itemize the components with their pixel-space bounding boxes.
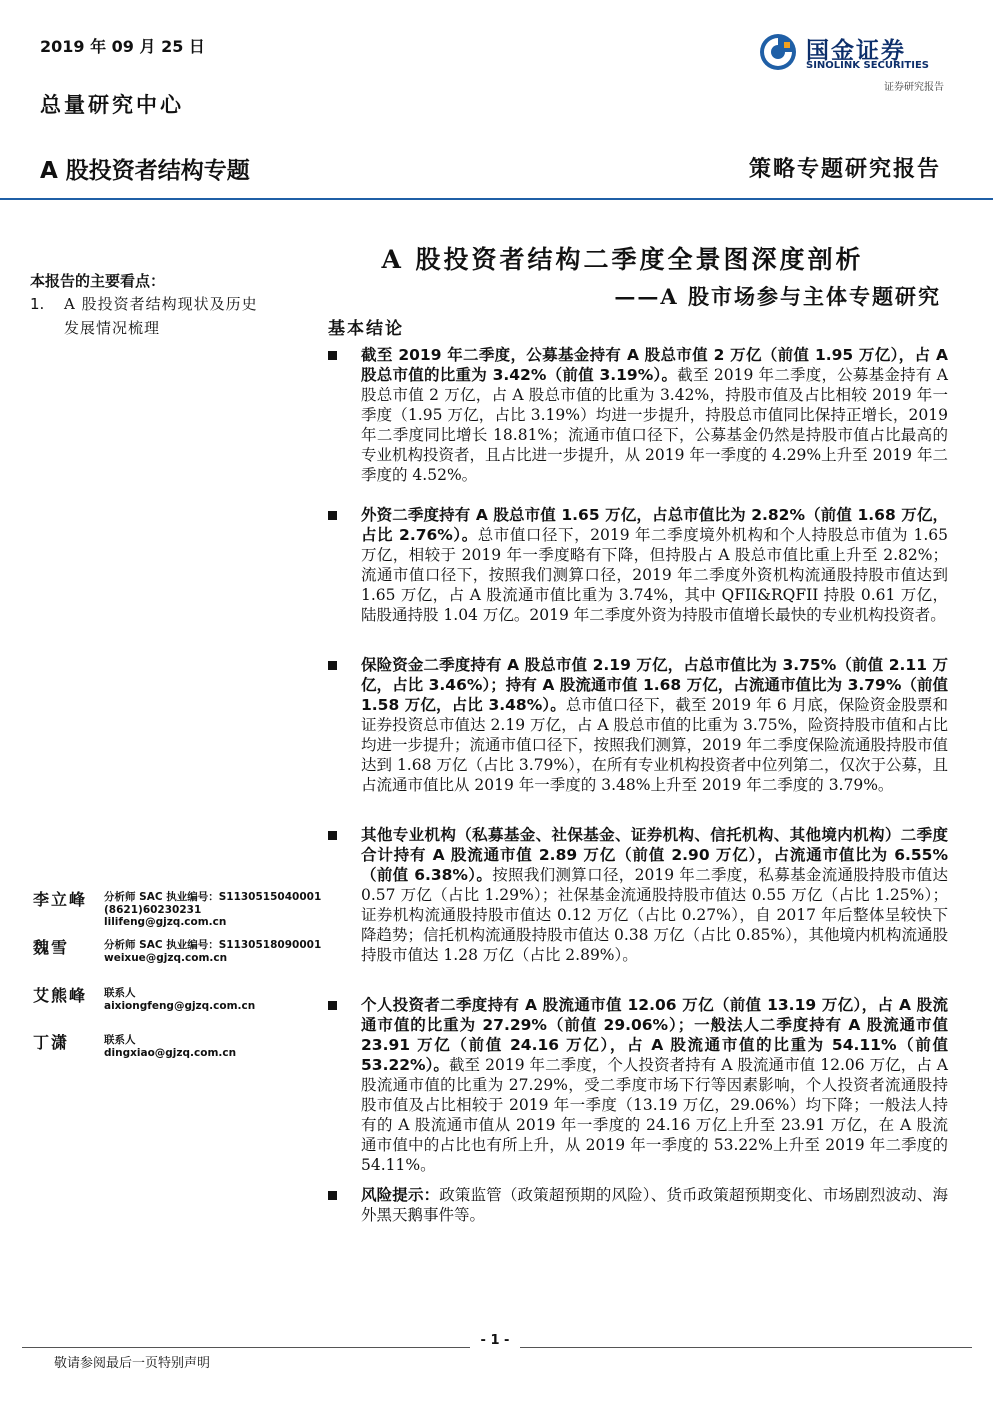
conclusion-body: 总市值口径下，2019 年二季度境外机构和个人持股总市值为 1.65 万亿，相较于 2019 年一季度略有下降，但持股占 A 股总市值比重上升至 2.82%；流通市值口径下，按照我们测算口径，2019 年二季度外资机构流通股持股市值达到 1.65 万亿，占 A 股流通市值比重为 3.74%，其中 QFII&RQFII 持股 0.61 万亿，陆股通持股 1.04 万亿。2019 年二季度外资为持股市值增长最快的专业机构投资者。 xyxy=(361,526,948,624)
analyst-details xyxy=(104,1034,236,1059)
page-number: - 1 - xyxy=(470,1333,520,1348)
analyst-card xyxy=(33,1030,323,1076)
analyst-card xyxy=(33,887,323,933)
report-date: 2019 年 09 月 25 日 xyxy=(40,37,205,56)
analyst-phone: (8621)60230231 xyxy=(104,903,202,916)
footer-disclaimer: 敬请参阅最后一页特别声明 xyxy=(54,1356,211,1371)
analyst-email[interactable]: aixiongfeng@gjzq.com.cn xyxy=(104,999,256,1012)
analyst-card xyxy=(33,983,323,1029)
conclusion-item xyxy=(328,345,948,505)
conclusion-item xyxy=(328,505,948,655)
logo-subtitle: 证券研究报告 xyxy=(884,82,944,93)
conclusion-item-risk xyxy=(328,1185,948,1225)
analyst-details xyxy=(104,939,321,964)
conclusion-highlight: 个人投资者二季度持有 A 股流通市值 12.06 万亿（前值 13.19 万亿），占 A 股流通市值的比重为 27.29%（前值 29.06%）；一般法人二季度持有 A 股流通市值 23.91 万亿（前值 24.16 万亿），占 A 股流通市值的比重为 54.11%（前值 53.22%）。 xyxy=(361,996,948,1074)
report-subtitle: ——A 股市场参与主体专题研究 xyxy=(614,284,941,309)
conclusion-highlight: 截至 2019 年二季度，公募基金持有 A 股总市值 2 万亿（前值 1.95 万亿），占 A 股总市值的比重为 3.42%（前值 3.19%）。 xyxy=(361,346,948,384)
conclusions-list xyxy=(328,345,948,1225)
sinolink-logo-icon xyxy=(758,32,798,72)
header-divider xyxy=(0,198,993,200)
bullet-square-icon xyxy=(328,1001,337,1010)
sidebar-heading: 本报告的主要看点： xyxy=(30,272,166,290)
analyst-email[interactable]: dingxiao@gjzq.com.cn xyxy=(104,1046,237,1059)
logo-name-cn: 国金证券 xyxy=(806,38,906,64)
company-logo xyxy=(752,30,952,92)
analyst-name: 魏雪 xyxy=(33,938,70,957)
analyst-name: 艾熊峰 xyxy=(33,986,88,1005)
conclusion-body: 截至 2019 年二季度，公募基金持有 A 股总市值 2 万亿，占 A 股总市值的比重为 3.42%，持股市值及占比相较 2019 年一季度（1.95 万亿，占比 3.19%）均进一步提升，持股总市值同比保持正增长，2019 年二季度同比增长 18.81%；流通市值口径下，公募基金仍然是持股市值占比最高的专业机构投资者，且占比进一步提升，从 2019 年一季度的 4.29%上升至 2019 年二季度的 4.52%。 xyxy=(361,366,948,484)
analyst-role: 联系人 xyxy=(104,987,136,999)
analyst-details xyxy=(104,891,321,929)
conclusion-item xyxy=(328,655,948,825)
conclusion-body: 政策监管（政策超预期的风险）、货币政策超预期变化、市场剧烈波动、海外黑天鹅事件等。 xyxy=(361,1186,948,1224)
analyst-name: 李立峰 xyxy=(33,890,88,909)
sidebar-item-number: 1. xyxy=(30,295,45,313)
bullet-square-icon xyxy=(328,1191,337,1200)
conclusion-body: 按照我们测算口径，2019 年二季度，私募基金流通股持股市值达 0.57 万亿（占比 1.29%）；社保基金流通股持股市值达 0.55 万亿（占比 1.25%）；证券机构流通股持股市值达 0.12 万亿（占比 0.27%），自 2017 年后整体呈较快下降趋势；信托机构流通股持股市值达 0.38 万亿（占比 0.85%），其他境内机构流通股持股市值达 1.28 万亿（占比 2.89%）。 xyxy=(361,866,948,964)
analyst-email[interactable]: weixue@gjzq.com.cn xyxy=(104,951,228,964)
analyst-credential: 分析师 SAC 执业编号：S1130518090001 xyxy=(104,939,322,951)
bullet-square-icon xyxy=(328,351,337,360)
analyst-role: 联系人 xyxy=(104,1034,136,1046)
analyst-email[interactable]: lilifeng@gjzq.com.cn xyxy=(104,916,227,928)
conclusion-highlight: 风险提示： xyxy=(361,1186,440,1204)
conclusion-body: 总市值口径下，截至 2019 年 6 月底，保险资金股票和证券投资总市值达 2.19 万亿，占 A 股总市值的比重为 3.75%，险资持股市值和占比均进一步提升；流通市值口径下，按照我们测算，2019 年二季度保险流通股持股市值达到 1.68 万亿（占比 3.79%），在所有专业机构投资者中位列第二，仅次于公募，且占流通市值比从 2019 年一季度的 3.48%上升至 2019 年二季度的 3.79%。 xyxy=(361,696,948,794)
conclusion-item xyxy=(328,825,948,995)
conclusion-highlight: 外资二季度持有 A 股总市值 1.65 万亿，占总市值比为 2.82%（前值 1.68 万亿，占比 2.76%）。 xyxy=(361,506,948,544)
analyst-card xyxy=(33,935,323,981)
bullet-square-icon xyxy=(328,831,337,840)
bullet-square-icon xyxy=(328,511,337,520)
conclusion-highlight: 其他专业机构（私募基金、社保基金、证券机构、信托机构、其他境内机构）二季度合计持有 A 股流通市值 2.89 万亿（前值 2.90 万亿），占流通市值比为 6.55%（前值 6.38%）。 xyxy=(361,826,948,884)
conclusion-highlight: 保险资金二季度持有 A 股总市值 2.19 万亿，占总市值比为 3.75%（前值 2.11 万亿，占比 3.46%）；持有 A 股流通市值 1.68 万亿，占流通市值比为 3.79%（前值 1.58 万亿，占比 3.48%）。 xyxy=(361,656,948,714)
analyst-name: 丁潇 xyxy=(33,1033,70,1052)
sidebar-list-item xyxy=(30,292,270,340)
report-title: A 股投资者结构二季度全景图深度剖析 xyxy=(381,245,864,274)
logo-name-en: SINOLINK SECURITIES xyxy=(806,60,929,71)
conclusion-body: 截至 2019 年二季度，个人投资者持有 A 股流通市值 12.06 万亿，占 A 股流通市值的比重为 27.29%，受二季度市场下行等因素影响，个人投资者流通股持股市值及占比相较于 2019 年一季度（13.19 万亿，29.06%）均下降；一般法人持有的 A 股流通市值从 2019 年一季度的 24.16 万亿上升至 23.91 万亿，在 A 股流通市值中的占比也有所上升，从 2019 年一季度的 53.22%上升至 2019 年二季度的 54.11%。 xyxy=(361,1056,949,1174)
conclusion-item xyxy=(328,995,948,1185)
department-name: 总量研究中心 xyxy=(40,92,184,117)
section-title: 基本结论 xyxy=(328,319,404,339)
analyst-details xyxy=(104,987,255,1012)
report-type: 策略专题研究报告 xyxy=(748,156,941,182)
sidebar-item-text: A 股投资者结构现状及历史发展情况梳理 xyxy=(64,295,258,337)
bullet-square-icon xyxy=(328,661,337,670)
report-topic: A 股投资者结构专题 xyxy=(40,158,250,184)
analyst-credential: 分析师 SAC 执业编号：S1130515040001 xyxy=(104,891,322,903)
